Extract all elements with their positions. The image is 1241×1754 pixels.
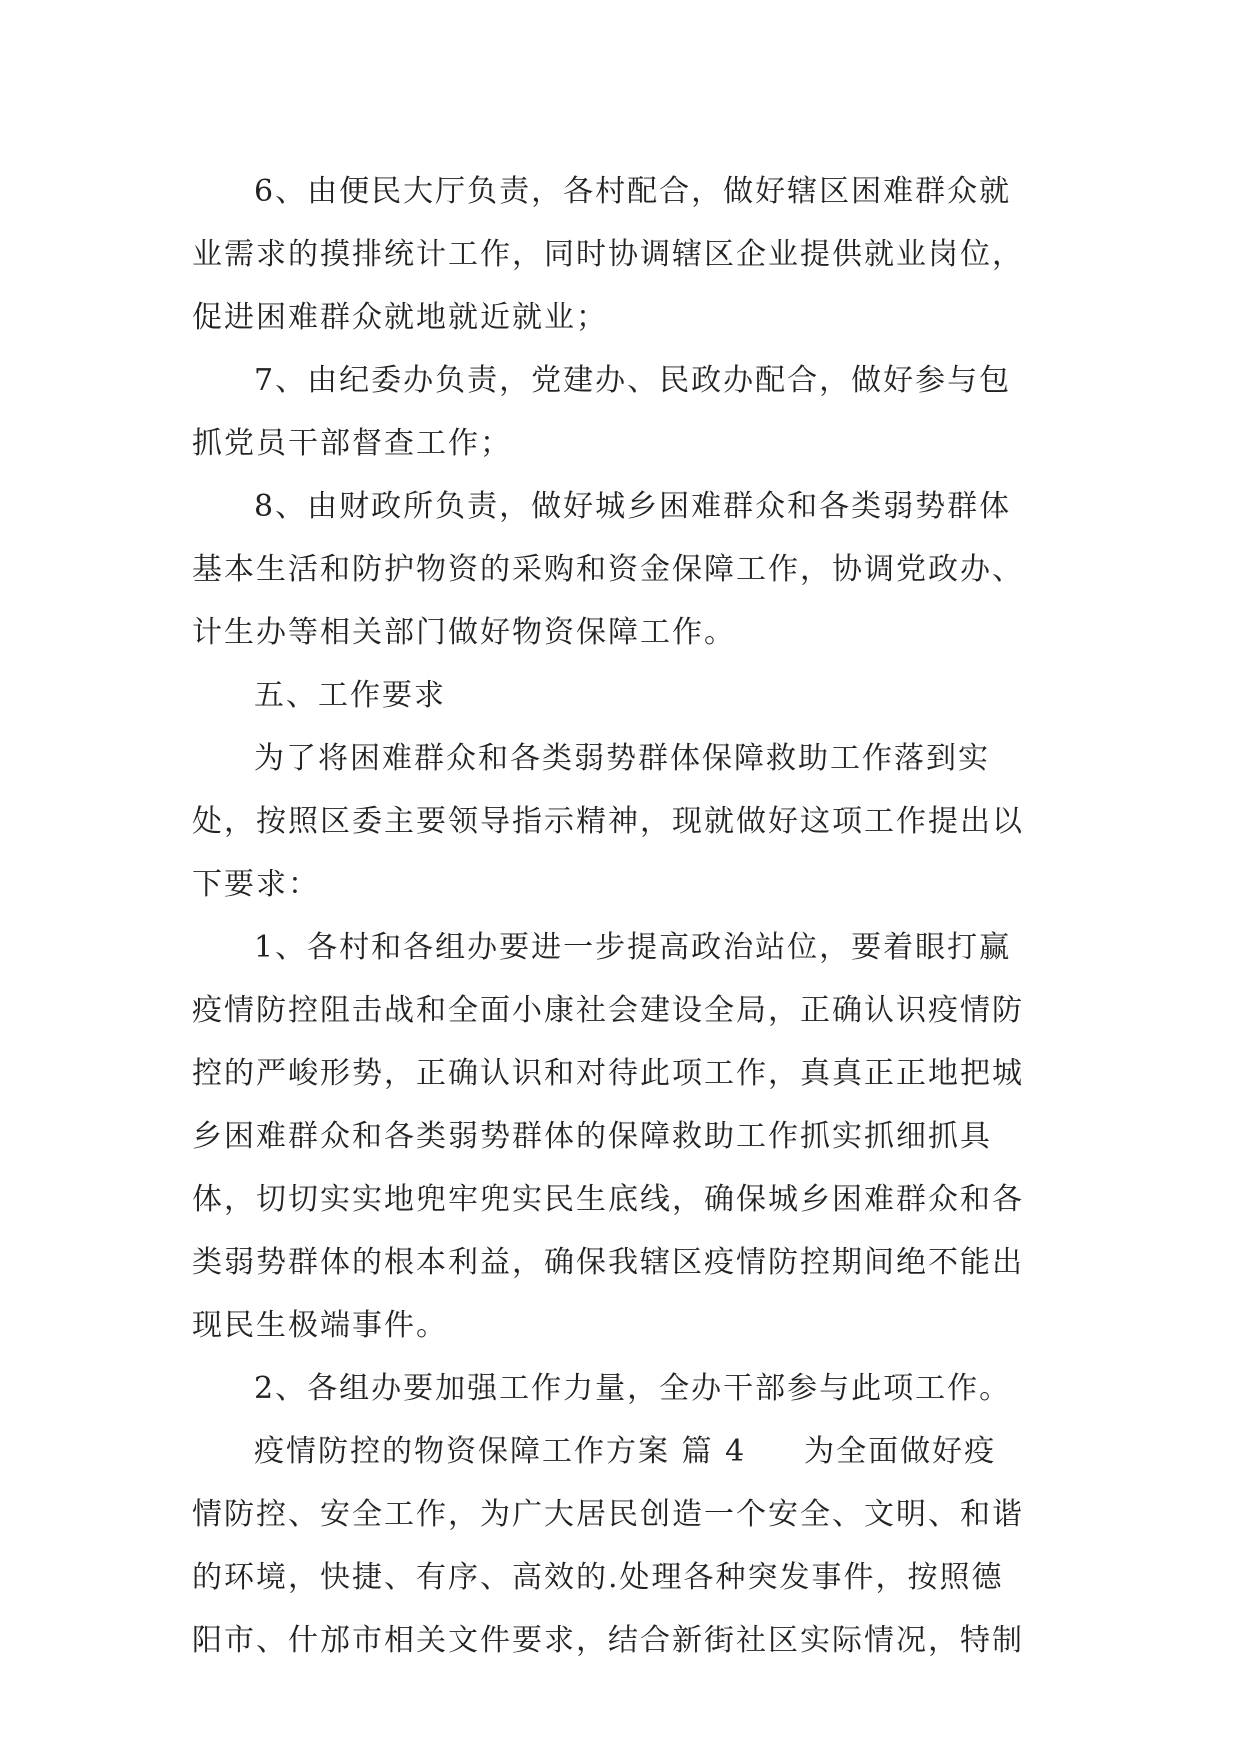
requirements-intro-line-1: 为了将困难群众和各类弱势群体保障救助工作落到实	[254, 741, 990, 776]
section-heading-work-requirements: 五、工作要求	[254, 678, 446, 713]
requirement-1-line-3: 控的严峻形势，正确认识和对待此项工作，真真正正地把城	[192, 1056, 1024, 1091]
requirements-intro-line-2: 处，按照区委主要领导指示精神，现就做好这项工作提出以	[192, 804, 1024, 839]
requirement-1-line-1: 1、各村和各组办要进一步提高政治站位，要着眼打赢	[254, 930, 1012, 965]
document-body	[192, 160, 1072, 1672]
paragraph-7-line-2: 抓党员干部督查工作；	[192, 426, 512, 461]
paragraph-8-line-3: 计生办等相关部门做好物资保障工作。	[192, 615, 736, 650]
requirement-1-line-5: 体，切切实实地兜牢兜实民生底线，确保城乡困难群众和各	[192, 1182, 1024, 1217]
section-4-line-3: 的环境，快捷、有序、高效的.处理各种突发事件，按照德	[192, 1560, 1004, 1595]
requirement-1-line-6: 类弱势群体的根本利益，确保我辖区疫情防控期间绝不能出	[192, 1245, 1024, 1280]
paragraph-6-line-2: 业需求的摸排统计工作，同时协调辖区企业提供就业岗位，	[192, 237, 1024, 272]
requirement-1-line-7: 现民生极端事件。	[192, 1308, 448, 1343]
section-4-first-line	[192, 1420, 1072, 1483]
paragraph-6-line-3: 促进困难群众就地就近就业；	[192, 300, 608, 335]
paragraph-8-line-2: 基本生活和防护物资的采购和资金保障工作，协调党政办、	[192, 552, 1024, 587]
paragraph-8-line-1: 8、由财政所负责，做好城乡困难群众和各类弱势群体	[254, 489, 1012, 524]
paragraph-6-line-1: 6、由便民大厅负责，各村配合，做好辖区困难群众就	[254, 174, 1012, 209]
section-4-line-4: 阳市、什邡市相关文件要求，结合新街社区实际情况，特制	[192, 1623, 1024, 1658]
paragraph-7-line-1: 7、由纪委办负责，党建办、民政办配合，做好参与包	[254, 363, 1012, 398]
section-4-heading: 疫情防控的物资保障工作方案 篇 4	[254, 1434, 747, 1469]
section-4-line-2: 情防控、安全工作，为广大居民创造一个安全、文明、和谐	[192, 1497, 1024, 1532]
requirements-intro-line-3: 下要求：	[192, 867, 320, 902]
requirement-1-line-4: 乡困难群众和各类弱势群体的保障救助工作抓实抓细抓具	[192, 1119, 992, 1154]
requirement-1-line-2: 疫情防控阻击战和全面小康社会建设全局，正确认识疫情防	[192, 993, 1024, 1028]
requirement-2-line-1: 2、各组办要加强工作力量，全办干部参与此项工作。	[254, 1371, 1012, 1406]
section-4-first-line-text: 为全面做好疫	[804, 1434, 997, 1469]
